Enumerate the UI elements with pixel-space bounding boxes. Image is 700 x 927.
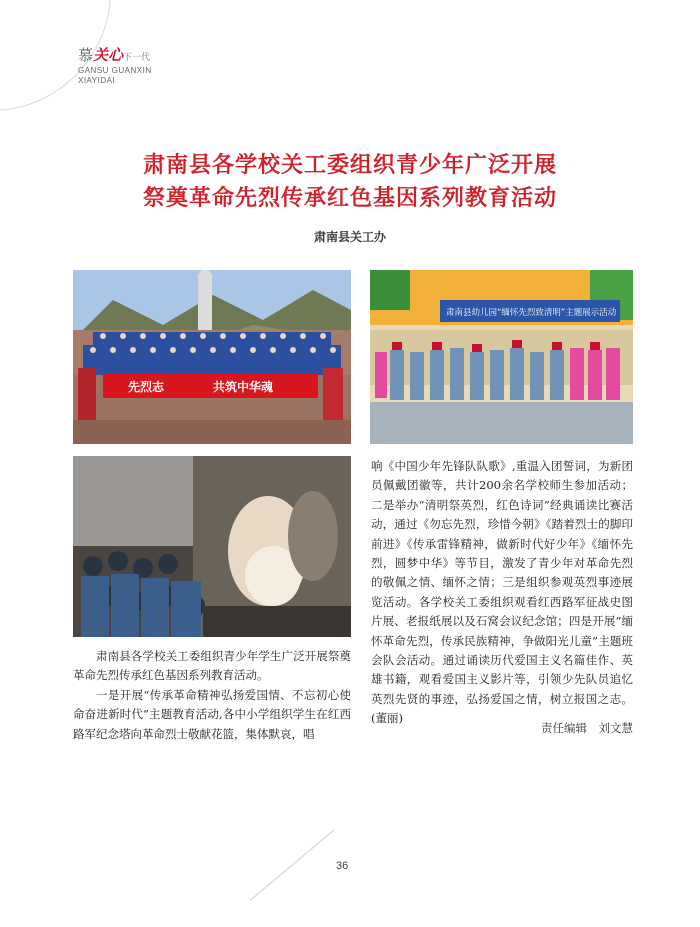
magazine-logo [78, 44, 198, 94]
responsible-editor: 责任编辑 刘文慧 [541, 721, 633, 735]
article-title-line2: 祭奠革命先烈传承红色基因系列教育活动 [142, 186, 557, 211]
page-number-decoration [250, 829, 335, 900]
photo-kindergarten-children [370, 270, 633, 444]
article-title-line1: 肃南县各学校关工委组织青少年广泛开展 [142, 153, 557, 178]
photo1-banner-right: 共筑中华魂 [213, 380, 274, 394]
logo-red-text: 关心 [93, 46, 124, 64]
logo-english-line1: GANSU GUANXIN [78, 66, 152, 75]
article-paragraph-continued: 响《中国少年先锋队队歌》,重温入团誓词，为新团员佩戴团徽等，共计200余名学校师生参加活动；二是举办“清明祭英烈，红色诗词”经典诵读比赛活动，通过《勿忘先烈，珍惜今朝》《踏着烈士的脚印前进》《传承雷锋精神，做新时代好少年》《缅怀先烈，圆梦中华》等节目，激发了青少年对革命先烈的敬佩之情、缅怀之情；三是组织参观英烈事迹展览活动。各学校关工委组织观看红西路军征战史图片展、老报纸展以及石窝会议纪念馆；四是开展“缅怀革命先烈，传承民族精神，争做阳光儿童”主题班会队会活动。通过诵读历代爱国主义名篇佳作、英雄书籍，观看爱国主义影片等，引领少先队员追忆英烈先贤的事迹，弘扬爱国之情，树立报国之志。(董丽) [371, 459, 633, 726]
logo-small-text: 下一代 [123, 53, 151, 63]
logo-main-char: 慕 [78, 46, 94, 64]
article-left-column [73, 647, 351, 744]
logo-chinese [78, 44, 150, 65]
article-right-column [371, 457, 633, 729]
page-number: 36 [336, 860, 349, 872]
article-paragraph-2: 一是开展“传承革命精神弘扬爱国情、不忘初心使命奋进新时代”主题教育活动,各中小学组织学生在红西路军纪念塔向革命烈士敬献花篮，集体默哀，唱 [73, 687, 351, 741]
logo-english-line2: XIAYIDAI [78, 76, 116, 85]
photo-exhibition-visit [73, 456, 351, 637]
article-author: 肃南县关工办 [313, 230, 386, 244]
photo1-banner-left: 先烈志 [128, 380, 165, 394]
photo2-banner: 肃南县幼儿园“缅怀先烈致清明”主题展示活动 [446, 308, 617, 318]
article-paragraph-1: 肃南县各学校关工委组织青少年学生广泛开展祭奠革命先烈传承红色基因系列教育活动。 [73, 649, 351, 683]
photo-memorial-tower-group [73, 270, 351, 444]
